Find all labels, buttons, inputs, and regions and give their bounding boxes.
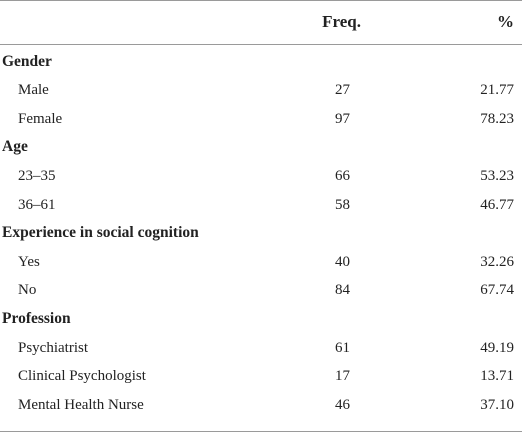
freq-column-header: Freq. bbox=[322, 12, 361, 31]
header-rule bbox=[0, 44, 522, 45]
table-row bbox=[0, 366, 522, 386]
section-heading-age bbox=[0, 137, 522, 157]
table-row bbox=[0, 280, 522, 300]
row-percent: 53.23 bbox=[480, 168, 514, 184]
table-row bbox=[0, 109, 522, 129]
row-freq: 40 bbox=[335, 254, 350, 270]
row-freq: 61 bbox=[335, 340, 350, 356]
section-heading-profession bbox=[0, 309, 522, 329]
row-percent: 78.23 bbox=[480, 111, 514, 127]
row-freq: 84 bbox=[335, 282, 350, 298]
row-label: Yes bbox=[18, 254, 40, 270]
table-row bbox=[0, 338, 522, 358]
row-percent: 13.71 bbox=[480, 368, 514, 384]
section-title: Gender bbox=[2, 53, 52, 70]
row-percent: 32.26 bbox=[480, 254, 514, 270]
percent-column-header: % bbox=[497, 12, 514, 31]
table-row bbox=[0, 252, 522, 272]
row-freq: 46 bbox=[335, 397, 350, 413]
row-label: Mental Health Nurse bbox=[18, 397, 144, 413]
row-percent: 37.10 bbox=[480, 397, 514, 413]
row-label: Male bbox=[18, 82, 49, 98]
table-row bbox=[0, 395, 522, 415]
section-title: Age bbox=[2, 138, 28, 155]
row-percent: 46.77 bbox=[480, 197, 514, 213]
bottom-rule bbox=[0, 431, 522, 432]
row-label: Female bbox=[18, 111, 63, 127]
row-label: Clinical Psychologist bbox=[18, 368, 146, 384]
row-freq: 27 bbox=[335, 82, 350, 98]
row-label: Psychiatrist bbox=[18, 340, 88, 356]
row-label: No bbox=[18, 282, 37, 298]
row-freq: 97 bbox=[335, 111, 350, 127]
row-freq: 17 bbox=[335, 368, 350, 384]
row-label: 23–35 bbox=[18, 168, 56, 184]
section-title: Profession bbox=[2, 310, 71, 327]
row-label: 36–61 bbox=[18, 197, 56, 213]
row-freq: 66 bbox=[335, 168, 350, 184]
section-heading-gender bbox=[0, 52, 522, 72]
table-row bbox=[0, 195, 522, 215]
row-freq: 58 bbox=[335, 197, 350, 213]
table-row bbox=[0, 166, 522, 186]
row-percent: 21.77 bbox=[480, 82, 514, 98]
table-row bbox=[0, 80, 522, 100]
row-percent: 67.74 bbox=[480, 282, 514, 298]
section-title: Experience in social cognition bbox=[2, 224, 199, 241]
top-rule bbox=[0, 0, 522, 1]
row-percent: 49.19 bbox=[480, 340, 514, 356]
section-heading-experience bbox=[0, 223, 522, 243]
